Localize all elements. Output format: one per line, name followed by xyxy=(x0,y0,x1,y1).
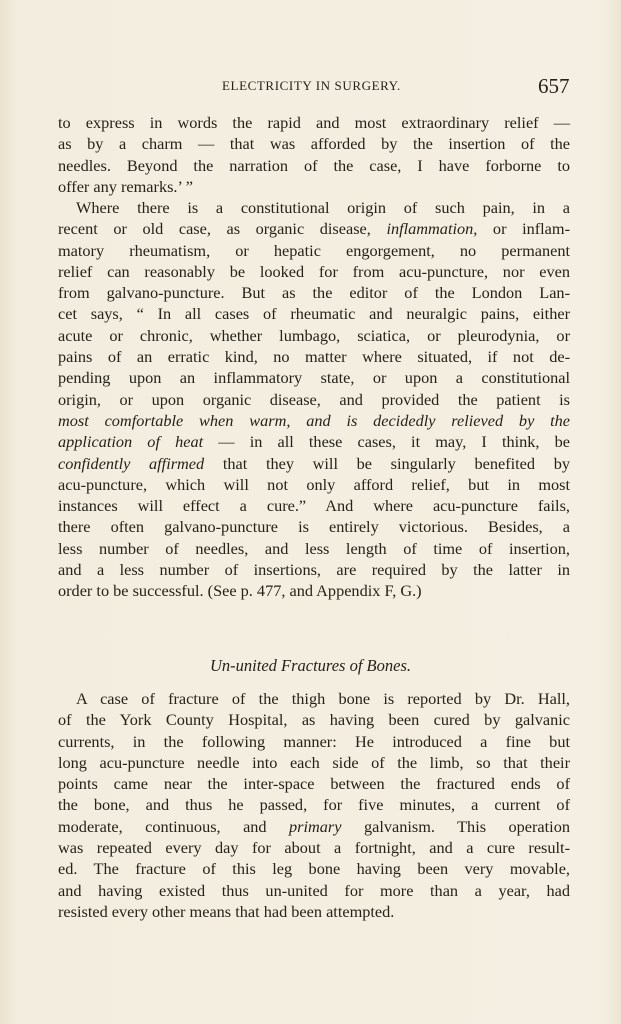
text-line xyxy=(58,410,570,431)
text-line: application of heat — in all these cases, it may, I think, be xyxy=(58,432,571,452)
text-line: and having existed thus un-united for more than a year, had xyxy=(58,880,570,900)
text-line: order to be successful. (See p. 477, and Appendix F, G.) xyxy=(58,581,422,601)
text-line: there often galvano-puncture is entirely victorious. Besides, a xyxy=(58,517,570,537)
text-line: from galvano-puncture. But as the editor of the London Lan- xyxy=(58,283,570,303)
paragraph-fracture-case xyxy=(58,688,570,922)
paragraph-continued xyxy=(58,112,570,197)
text-line: less number of needles, and less length of time of insertion, xyxy=(58,538,570,558)
text-line: Where there is a constitutional origin of such pain, in a xyxy=(76,198,570,217)
emphasis-text: confidently affirmed xyxy=(58,453,205,473)
text-line: instances will effect a cure.” And where acu-puncture fails, xyxy=(58,496,570,516)
text-line: acu-puncture, which will not only afford relief, but in most xyxy=(58,474,570,494)
text-line: to express in words the rapid and most extraordinary relief — xyxy=(58,113,570,132)
section-heading: Un-united Fractures of Bones. xyxy=(209,656,412,675)
text-line: cet says, “ In all cases of rheumatic and neuralgic pains, either xyxy=(58,304,570,324)
text-line: pending upon an inflammatory state, or upon a constitutional xyxy=(58,368,570,388)
text-line: of the York County Hospital, as having been cured by galvanic xyxy=(58,710,570,730)
text-line: confidently affirmed that they will be singularly benefited by xyxy=(58,453,570,473)
text-line: resisted every other means that had been attempted. xyxy=(58,901,395,921)
emphasis-text: inflammation xyxy=(386,219,474,239)
text-line: was repeated every day for about a fortnight, and a cure result- xyxy=(58,838,570,858)
text-line: moderate, continuous, and primary galvanism. This operation xyxy=(58,816,570,836)
text-line: acute or chronic, whether lumbago, sciatica, or pleurodynia, or xyxy=(58,325,570,345)
page-number: 657 xyxy=(538,74,570,98)
text-line: currents, in the following manner: He introduced a fine but xyxy=(58,731,570,751)
paragraph-constitutional-origin xyxy=(58,197,570,602)
emphasis-text: primary xyxy=(289,816,342,836)
running-head xyxy=(0,74,621,100)
text-line: points came near the inter-space between the fractured ends of xyxy=(58,774,570,794)
text-line: ed. The fracture of this leg bone having been very movable, xyxy=(58,859,570,879)
emphasis-text: most comfortable when warm, and is decidedly relieved by the xyxy=(58,410,570,430)
emphasis-text: application of heat xyxy=(58,432,204,452)
text-line: pains of an erratic kind, no matter where situated, if not de- xyxy=(58,347,570,367)
text-line: origin, or upon organic disease, and provided the patient is xyxy=(58,389,570,409)
text-line: A case of fracture of the thigh bone is reported by Dr. Hall, xyxy=(76,689,570,708)
text-line: long acu-puncture needle into each side of the limb, so that their xyxy=(58,752,570,772)
text-line: offer any remarks.’ ” xyxy=(58,176,194,196)
text-line: and a less number of insertions, are required by the latter in xyxy=(58,560,570,580)
text-line: as by a charm — that was afforded by the insertion of the xyxy=(58,134,570,154)
text-line: needles. Beyond the narration of the case, I have forborne to xyxy=(58,155,570,175)
text-line: the bone, and thus he passed, for five minutes, a current of xyxy=(58,795,570,815)
running-title: ELECTRICITY IN SURGERY. xyxy=(222,78,401,93)
text-line: relief can reasonably be looked for from acu-puncture, nor even xyxy=(58,261,570,281)
text-line: recent or old case, as organic disease, inflammation, or inflam- xyxy=(58,219,570,239)
text-line: matory rheumatism, or hepatic engorgement, no permanent xyxy=(58,240,570,260)
